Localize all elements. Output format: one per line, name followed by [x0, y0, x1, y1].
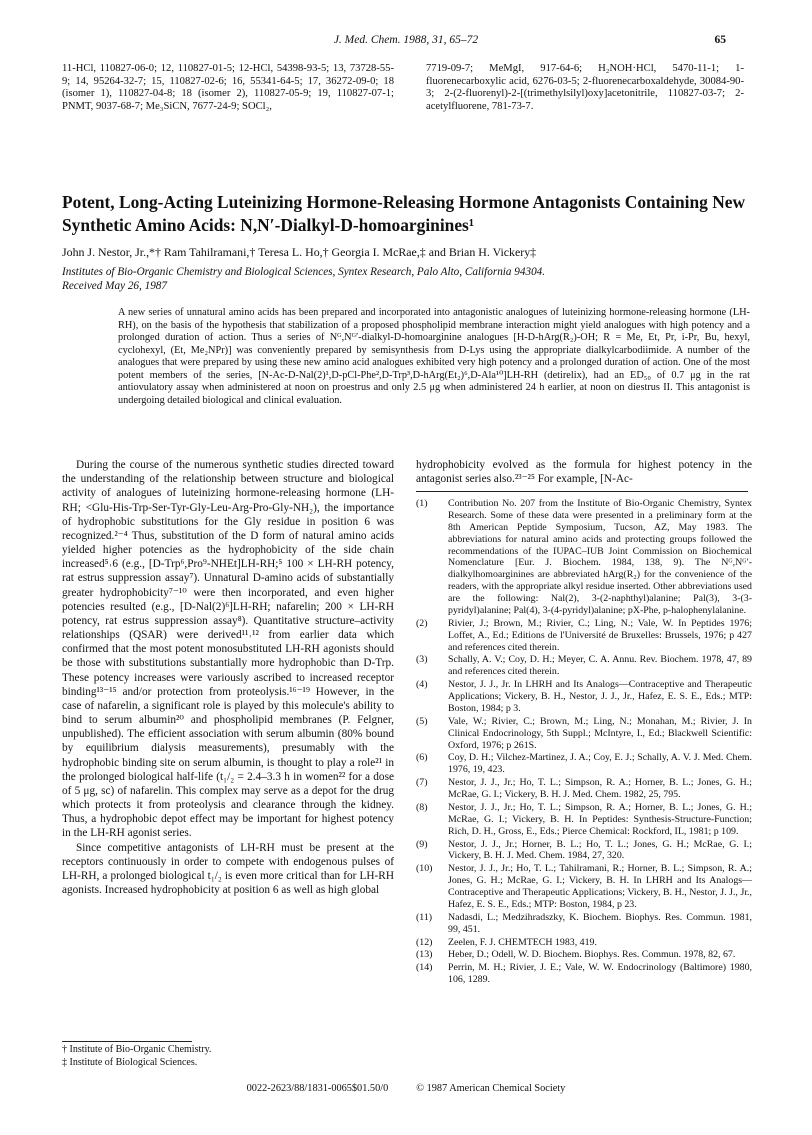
journal-citation: J. Med. Chem. 1988, 31, 65–72 — [333, 34, 479, 46]
reference-item — [416, 912, 752, 936]
reference-text: Nestor, J. J., Jr.; Ho, T. L.; Tahilramani, R.; Horner, B. L.; Simpson, R. A.; Jones, G. H.; McRae, G. I.; Vickery, B. H. In LHRH and Its Analogs—Contraceptive and Therapeutic Applications; Vickery, B. H., Nestor, J. J., Jr., Hafez, E. S. E., Eds.; MTP: Boston, 1984, p 23. — [448, 863, 752, 910]
reference-number: (3) — [416, 654, 428, 666]
footnote-dagger: † Institute of Bio-Organic Chemistry. — [62, 1044, 212, 1055]
reference-number: (12) — [416, 936, 433, 948]
reference-item — [416, 752, 752, 776]
reference-item — [416, 839, 752, 863]
reference-number: (9) — [416, 838, 428, 850]
reference-number: (1) — [416, 498, 428, 509]
reference-item — [416, 802, 752, 838]
reference-text: Schally, A. V.; Coy, D. H.; Meyer, C. A. Annu. Rev. Biochem. 1978, 47, 89 and references cited therein. — [448, 654, 752, 678]
institution: Institutes of Bio-Organic Chemistry and Biological Sciences, Syntex Research, Palo Alto, California 94304. — [62, 266, 546, 278]
article-title: Potent, Long-Acting Luteinizing Hormone-Releasing Hormone Antagonists Containing New Synthetic Amino Acids: N,N′-Dialkyl-D-homoarginines¹ — [62, 192, 746, 235]
reference-text: Nestor, J. J., Jr.; Ho, T. L.; Simpson, R. A.; Horner, B. L.; Jones, G. H.; McRae, G. I.; Vickery, B. H. J. Med. Chem. 1982, 25, 795. — [448, 777, 752, 800]
reference-item — [416, 777, 752, 801]
references-divider — [416, 491, 748, 492]
footnote-double-dagger: ‡ Institute of Biological Sciences. — [62, 1057, 198, 1068]
reference-item — [416, 937, 752, 949]
reference-text: Nestor, J. J., Jr.; Ho, T. L.; Simpson, R. A.; Horner, B. L.; Jones, G. H.; McRae, G. I.; Vickery, B. H. In Peptides: Synthesis-Structure-Function; Rich, D. H., Gross, E., Eds.; Pierce Chemical: Rockford, IL, 1981; p 109. — [448, 801, 752, 837]
received-date: Received May 26, 1987 — [62, 280, 167, 292]
reference-text: Nestor, J. J., Jr.; Horner, B. L.; Ho, T. L.; Jones, G. H.; McRae, G. I.; Vickery, B. H. J. Med. Chem. 1984, 27, 320. — [448, 838, 752, 862]
page-number: 65 — [714, 34, 726, 46]
reference-item — [416, 716, 752, 752]
reference-text: Perrin, M. H.; Rivier, J. E.; Vale, W. W. Endocrinology (Baltimore) 1980, 106, 1289. — [448, 962, 752, 986]
abstract: A new series of unnatural amino acids has been prepared and incorporated into antagonistic analogues of luteinizing hormone-releasing hormone (LH-RH), on the basis of the hypothesis that stabilization of a proposed phospholipid membrane interaction might yield analogues with high potency and a prolonged duration of action. Thus a series of Nᴳ,Nᴳ′-dialkyl-D-homoarginine analogues [H-D-hArg(R₂)-OH; R = Me, Et, Pr, i-Pr, Bu, hexyl, cyclohexyl, (Et, Me₂NPr)] was conveniently prepared by semisynthesis from D-Lys using the appropriate dialkylcarbodiimide. A number of the analogues that were prepared by using these new amino acid analogues exhibited very high potency and a prolonged duration of action. One of the most potent members of the series, [N-Ac-D-Nal(2)¹,D-pCl-Phe²,D-Trp³,D-hArg(Et₂)⁶,D-Ala¹⁰]LH-RH (detirelix), had an ED₅₀ of 0.7 μg in the rat antiovulatory assay when administered at noon on proestrus and only 2.5 μg when administered 24 h earlier, at noon on diestrus II. This antagonist is undergoing detailed biological and clinical evaluation. — [118, 307, 750, 406]
reference-text: Nestor, J. J., Jr. In LHRH and Its Analogs—Contraceptive and Therapeutic Applications; Vickery, B. H., Nestor, J. J., Jr., Hafez, E. S. E., Eds.; MTP: Boston, 1984; p 3. — [448, 679, 752, 714]
reference-number: (11) — [416, 911, 433, 923]
reference-text: Heber, D.; Odell, W. D. Biochem. Biophys. Res. Commun. 1978, 82, 67. — [448, 949, 736, 961]
reference-item — [416, 949, 752, 961]
reference-list — [416, 498, 752, 987]
reference-number: (7) — [416, 777, 428, 789]
reference-text: Nadasdi, L.; Medzihradszky, K. Biochem. Biophys. Res. Commun. 1981, 99, 451. — [448, 911, 752, 935]
article-code: 0022-2623/88/1831-0065$01.50/0 — [246, 1083, 389, 1094]
affiliation-block — [62, 265, 762, 293]
reference-number: (13) — [416, 949, 433, 961]
body-column-left — [62, 458, 394, 897]
reference-text: Zeelen, F. J. CHEMTECH 1983, 419. — [448, 936, 597, 948]
reference-text: Vale, W.; Rivier, C.; Brown, M.; Ling, N.; Monahan, M.; Rivier, J. In Clinical Endocrinology, 5th Suppl.; McIntyre, I., Ed.; Blackwell Scientific: Oxford, 1976; p 261S. — [448, 715, 752, 751]
body-paragraph: During the course of the numerous synthetic studies directed toward the understanding of the relationship between structure and biological activity of analogues of luteinizing hormone-releasing hormone (LH-RH; <Glu-His-Trp-Ser-Tyr-Gly-Leu-Arg-Pro-Gly-NH₂), the importance of hydrophobic substitutions for the Gly residue in position 6 was recognized.²⁻⁴ Thus, substitution of the D form of natural amino acids yielded higher potencies as the hydrophobicity of the side chain increased⁵˒6 (e.g., [D-Trp⁶,Pro⁹-NHEt]LH-RH;⁵ 100 × LH-RH potency, rat estrus suppression assay⁷). Unnatural D-amino acids of substantially greater hydrophobicity⁷⁻¹⁰ were then incorporated, and even higher potencies resulted (e.g., [D-Nal(2)⁶]LH-RH; nafarelin; 200 × LH-RH potency, rat estrus suppression assay⁸). Quantitative structure–activity relationships (QSAR) were derived¹¹˒¹² from earlier data which confirmed that the most potent monosubstituted LH-RH agonists should be those with substitutions substantially more hydrophobic than D-Trp. These potency increases were variously ascribed to increased receptor binding¹³⁻¹⁵ and/or protection from proteolysis.¹⁶⁻¹⁹ However, in the case of nafarelin, a significant role is played by this molecule's ability to bind to serum albumin²⁰ and phospholipid membranes (P. Felgner, unpublished). The efficient association with serum albumin (80% bound by equilibrium dialysis measurements), presumably with the hydrophobic binding site on serum albumin, is thought to play a role²¹ in the prolonged biological half-life (t₁/₂ = 2.4–3.3 h in women²² for a dose of 5 μg, sc) of nafarelin. This complex may serve as a depot for the drug which protects it from proteolysis and clearance through the kidney. Thus, a hydrophobic depot effect may be important for highest potency in the LH-RH agonist series. — [62, 459, 394, 840]
reference-item — [416, 654, 752, 678]
running-header — [0, 34, 812, 50]
reference-item — [416, 498, 752, 617]
reference-number: (10) — [416, 863, 433, 875]
reference-item — [416, 962, 752, 986]
reference-number: (8) — [416, 801, 428, 813]
reference-item — [416, 863, 752, 911]
footnote-divider — [62, 1041, 192, 1042]
reference-number: (5) — [416, 715, 428, 727]
reference-number: (14) — [416, 962, 433, 974]
reference-number: (4) — [416, 679, 428, 691]
author-list: John J. Nestor, Jr.,*† Ram Tahilramani,† Teresa L. Ho,† Georgia I. McRae,‡ and Brian H. Vickery‡ — [62, 245, 537, 259]
reference-number: (2) — [416, 617, 428, 629]
body-column-right: hydrophobicity evolved as the formula for highest potency in the antagonist series also.²³⁻²⁵ For example, [N-Ac- — [416, 459, 752, 486]
copyright: © 1987 American Chemical Society — [416, 1083, 566, 1094]
body-paragraph: Since competitive antagonists of LH-RH must be present at the receptors continuously in order to compete with endogenous pulses of LH-RH, a prolonged biological t₁/₂ is even more critical than for LH-RH agonists. Increased hydrophobicity at position 6 as well as high global — [62, 841, 394, 897]
reference-item — [416, 618, 752, 654]
reference-text: Rivier, J.; Brown, M.; Rivier, C.; Ling, N.; Vale, W. In Peptides 1976; Loffet, A., Ed.; Editions de l'Université de Bruxelles: Brussels, 1976; p 427 and references cited therein. — [448, 617, 752, 653]
registry-numbers-right: 7719-09-7; MeMgI, 917-64-6; H₂NOH·HCl, 5470-11-1; 1-fluorenecarboxylic acid, 6276-03-5; 2-fluorenecarboxaldehyde, 30084-90-3; 2-(2-fluorenyl)-2-[(trimethylsilyl)oxy]acetonitrile, 110827-03-7; 2-acetylfluorene, 781-73-7. — [426, 63, 744, 113]
reference-text: Contribution No. 207 from the Institute of Bio-Organic Chemistry, Syntex Research. Some of these data were presented in a preliminary form at the 8th American Peptide Symposium, Tucson, AZ, May 1983. The abbreviations for natural amino acids and protecting groups followed the recommendations of the IUPAC–IUB Joint Commission on Biochemical Nomenclature [Eur. J. Biochem. 1984, 138, 9). The Nᴳ,Nᴳ′-dialkylhomoarginines are abbreviated hArg(R₂) for the convenience of the readers, with the appropriate alkyl residue inserted. Other abbreviations used are the following: Nal(2), 3-(2-naphthyl)alanine; Pal(3), 3-(3-pyridyl)alanine; Pal(4), 3-(4-pyridyl)alanine; pX-Phe, p-halophenylalanine. — [448, 498, 752, 616]
reference-text: Coy, D. H.; Vilchez-Martinez, J. A.; Coy, E. J.; Schally, A. V. J. Med. Chem. 1976, 19, 423. — [448, 752, 752, 776]
reference-item — [416, 679, 752, 715]
page-footer — [0, 1083, 812, 1094]
reference-number: (6) — [416, 752, 428, 764]
registry-numbers-left: 11-HCl, 110827-06-0; 12, 110827-01-5; 12-HCl, 54398-93-5; 13, 73728-55-9; 14, 95264-32-7; 15, 110827-02-6; 16, 55341-64-5; 17, 36272-09-0; 18 (isomer 1), 110827-04-8; 18 (isomer 2), 110827-05-9; 19, 110827-07-1; PNMT, 9037-68-7; Me₃SiCN, 7677-24-9; SOCl₂, — [62, 63, 394, 113]
